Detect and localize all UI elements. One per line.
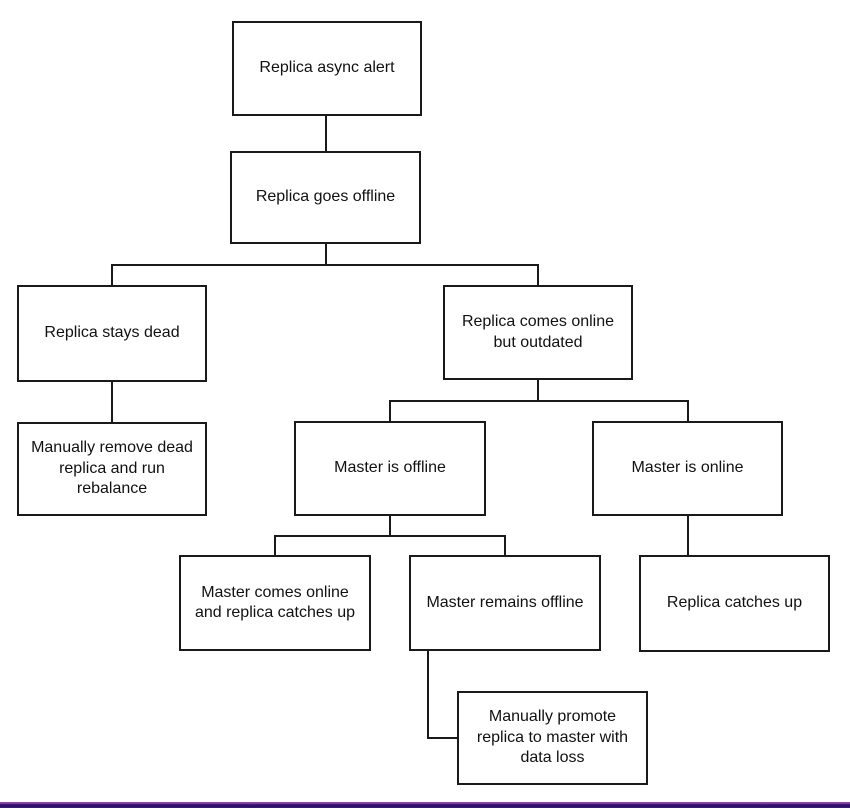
node-label: Manually remove dead replica and run rebalance (31, 439, 193, 498)
node-label: Master remains offline (426, 593, 584, 611)
node-manually-remove-dead-replica (17, 422, 207, 516)
connector-line (111, 264, 113, 285)
connector-line (325, 116, 327, 151)
bottom-accent-bar (0, 802, 850, 808)
connector-line (427, 737, 457, 739)
connector-line (274, 535, 276, 555)
node-master-is-offline (294, 421, 486, 516)
node-replica-catches-up (639, 555, 830, 652)
node-label: Replica comes online but outdated (461, 313, 615, 351)
connector-line (427, 650, 429, 739)
node-master-remains-offline (409, 555, 601, 651)
node-label: Replica async alert (259, 59, 395, 77)
node-label: Manually promote replica to master with data loss (476, 708, 629, 767)
connector-line (111, 381, 113, 422)
node-label: Master is online (631, 459, 744, 477)
connector-line (389, 515, 391, 537)
connector-line (389, 400, 689, 402)
node-replica-goes-offline (230, 151, 421, 244)
node-label: Replica catches up (666, 594, 803, 612)
node-label: Master is offline (334, 459, 446, 477)
node-replica-async-alert (232, 21, 422, 116)
connector-line (687, 515, 689, 555)
node-manually-promote-replica (457, 691, 648, 785)
connector-line (537, 264, 539, 285)
node-master-is-online (592, 421, 783, 516)
node-replica-stays-dead (17, 285, 207, 382)
node-label: Replica stays dead (44, 324, 180, 342)
connector-line (325, 244, 327, 266)
connector-line (274, 535, 506, 537)
connector-line (504, 535, 506, 555)
connector-line (111, 264, 539, 266)
node-replica-comes-online-outdated (443, 285, 633, 380)
connector-line (389, 400, 391, 421)
connector-line (687, 400, 689, 421)
connector-line (537, 379, 539, 402)
node-master-comes-online-catches-up (179, 555, 371, 651)
node-label: Master comes online and replica catches up (194, 583, 356, 621)
node-label: Replica goes offline (255, 188, 396, 206)
